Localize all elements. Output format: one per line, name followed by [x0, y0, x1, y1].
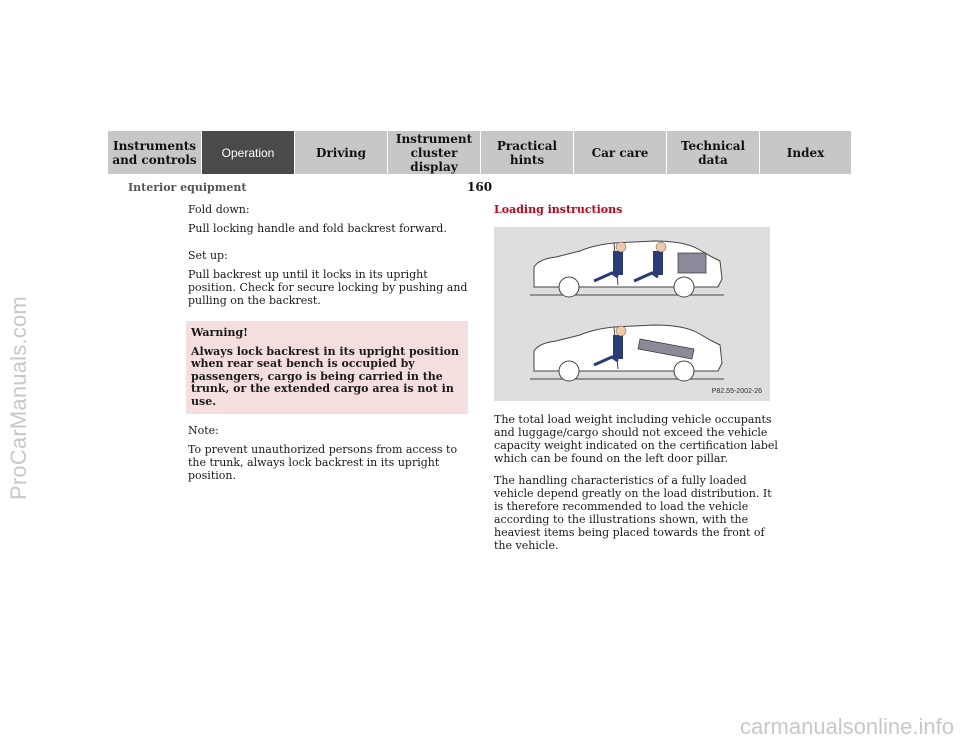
side-watermark: ProCarManuals.com — [6, 296, 31, 500]
note-label: Note: — [188, 424, 219, 437]
front-seat-bottom — [613, 335, 623, 359]
tab-practical-hints[interactable]: Practical hints — [481, 131, 574, 174]
car-bottom-illustration — [530, 325, 724, 381]
tab-instrument-cluster-display[interactable]: Instrument cluster display — [388, 131, 481, 174]
set-up-text: Pull backrest up until it locks in its upright position. Check for secure locking by pushing and pulling on the backrest. — [188, 268, 468, 307]
bottom-watermark: carmanualsonline.info — [739, 714, 954, 739]
set-up-label: Set up: — [188, 249, 228, 262]
figure-code: P82.55-2002-26 — [711, 388, 762, 395]
note-text: To prevent unauthorized persons from access to the trunk, always lock backrest in its upright position. — [188, 443, 458, 482]
rear-seat-top — [653, 251, 663, 275]
page-number: 160 — [467, 180, 493, 194]
tab-operation[interactable]: Operation — [202, 131, 295, 174]
handling-paragraph: The handling characteristics of a fully loaded vehicle depend greatly on the load distribution. It is therefore recommended to load the vehicle according to the illustrations shown, with the heaviest items being placed towards the front of the vehicle. — [494, 474, 772, 552]
load-weight-paragraph: The total load weight including vehicle occupants and luggage/cargo should not exceed the vehicle capacity weight indicated on the certification label which can be found on the left door pillar. — [494, 413, 778, 465]
fold-down-text: Pull locking handle and fold backrest forward. — [188, 222, 447, 235]
trunk-cargo-top — [678, 253, 706, 273]
left-column — [188, 203, 468, 491]
driver-head-top — [616, 242, 626, 252]
fold-down-label: Fold down: — [188, 203, 250, 216]
tab-car-care[interactable]: Car care — [574, 131, 667, 174]
tab-driving[interactable]: Driving — [295, 131, 388, 174]
chapter-tabs — [108, 131, 852, 174]
rear-wheel-bottom — [559, 361, 579, 381]
warning-text: Always lock backrest in its upright position when rear seat bench is occupied by passengers, cargo is being carried in the trunk, or the extended cargo area is not in use. — [191, 344, 459, 408]
tab-technical-data[interactable]: Technical data — [667, 131, 760, 174]
right-column — [494, 203, 784, 561]
warning-box — [186, 321, 468, 414]
driver-head-bottom — [616, 326, 626, 336]
warning-title: Warning! — [191, 326, 249, 339]
passenger-head-top — [656, 242, 666, 252]
rear-wheel-top — [559, 277, 579, 297]
loading-illustration — [494, 227, 770, 401]
front-wheel-top — [674, 277, 694, 297]
front-seat-top — [613, 251, 623, 275]
front-wheel-bottom — [674, 361, 694, 381]
loading-instructions-title: Loading instructions — [494, 203, 623, 216]
section-header: Interior equipment — [128, 181, 247, 194]
tab-index[interactable]: Index — [760, 131, 852, 174]
loading-diagram — [494, 227, 770, 401]
tab-instruments-and-controls[interactable]: Instruments and controls — [108, 131, 202, 174]
